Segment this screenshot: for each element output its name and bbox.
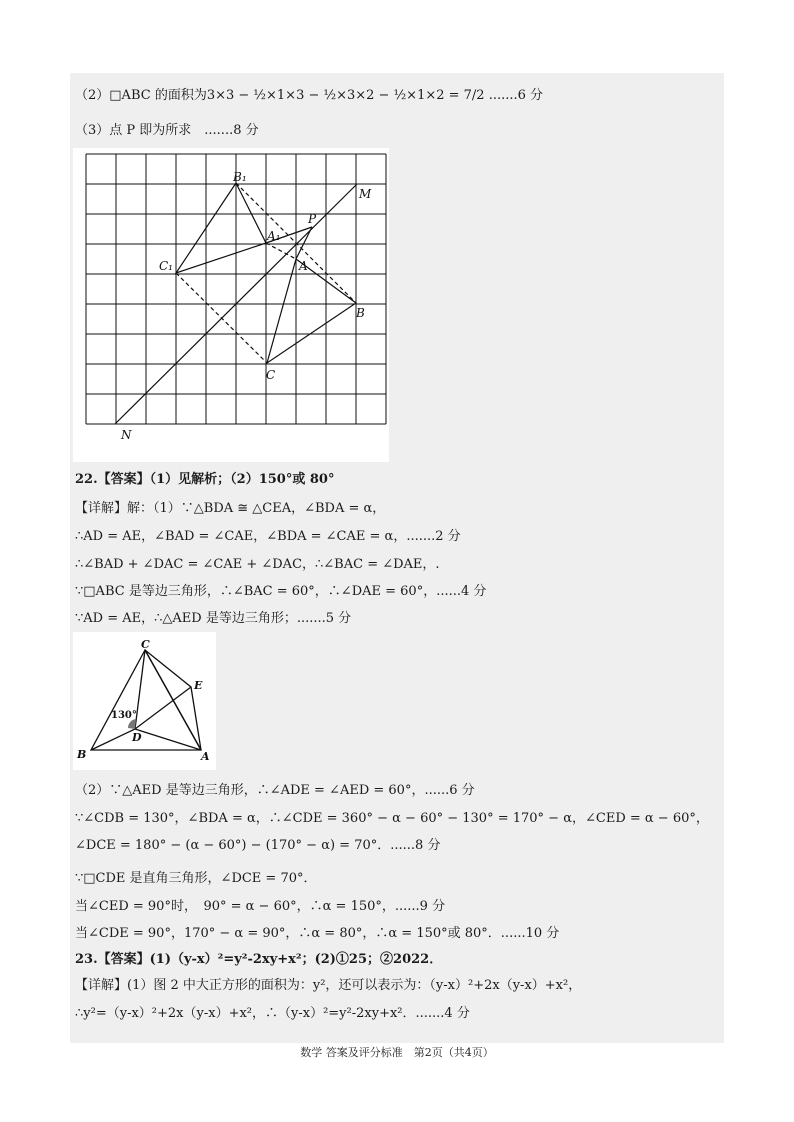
q22-part2-6: 当∠CDE = 90°，170° − α = 90°，∴α = 80°，∴α = 150°或 80°．......10 分 [75,926,560,941]
q22-answer: 22.【答案】（1）见解析；（2）150°或 80° [75,472,335,487]
q22-detail-4: ∵□ABC 是等边三角形，∴∠BAC = 60°，∴∠DAE = 60°，......4 分 [75,584,487,599]
q23-detail-2: ∴y²=（y-x）²+2x（y-x）+x²，∴（y-x）²=y²-2xy+x²．.......4 分 [75,1006,470,1021]
label-a: A [299,259,308,273]
segment-de [135,687,191,729]
q22-detail-1: 【详解】解：（1）∵△BDA ≅ △CEA，∠BDA = α， [75,501,386,516]
label-c: C [141,638,150,651]
q22-detail-2: ∴AD = AE，∠BAD = ∠CAE，∠BDA = ∠CAE = α，.......2 分 [75,529,461,544]
label-d: D [132,731,142,744]
q22-detail-5: ∵AD = AE，∴△AED 是等边三角形；.......5 分 [75,611,352,626]
q22-part2-2: ∵∠CDB = 130°，∠BDA = α，∴∠CDE = 360° − α − 60° − 130° = 170° − α，∠CED = α − 60°， [75,811,709,826]
q22-part2-5: 当∠CED = 90°时， 90° = α − 60°，∴α = 150°，......9 分 [75,899,446,914]
triangle-a1b1c1 [176,183,266,273]
q22-detail-3: ∴∠BAD + ∠DAC = ∠CAE + ∠DAC，∴∠BAC = ∠DAE，. [75,557,440,572]
q23-answer: 23.【答案】(1)（y-x）²=y²-2xy+x²；(2)①25；②2022． [75,952,443,967]
q22-part2-1: （2）∵△AED 是等边三角形，∴∠ADE = ∠AED = 60°，......6 分 [75,783,475,798]
label-a1: A₁ [267,229,281,243]
label-b: B [356,306,365,320]
triangle-abc [267,259,356,363]
dashed-a1-a [266,243,296,259]
label-c: C [266,368,276,382]
q21-part2-line: （2）□ABC 的面积为3×3 − ½×1×3 − ½×3×2 − ½×1×2 = 7/2 .......6 分 [75,88,544,103]
q22-part2-3: ∠DCE = 180° − (α − 60°) − (170° − α) = 70°．......8 分 [75,838,441,853]
label-a: A [201,750,210,763]
label-b1: B₁ [233,170,247,184]
grid-figure [73,148,389,462]
q22-part2-4: ∵□CDE 是直角三角形，∠DCE = 70°． [75,871,317,886]
label-c1: C₁ [159,259,173,273]
grid-svg [73,148,389,462]
segment-bd [91,729,135,750]
triangle-svg [73,632,216,770]
triangle-abc-outline [91,650,201,750]
label-b: B [77,748,87,761]
q21-part3-line: （3）点 P 即为所求 .......8 分 [75,123,259,138]
label-p: P [308,212,317,226]
angle-label: 130° [111,710,137,721]
label-m: M [359,187,372,201]
label-n: N [121,428,132,442]
label-e: E [194,679,203,692]
q23-detail-1: 【详解】(1）图 2 中大正方形的面积为：y²，还可以表示为：（y-x）²+2x（y-x）+x²， [75,978,582,993]
page-footer: 数学 答案及评分标准 第2页（共4页） [300,1046,494,1059]
triangle-figure [73,632,216,770]
